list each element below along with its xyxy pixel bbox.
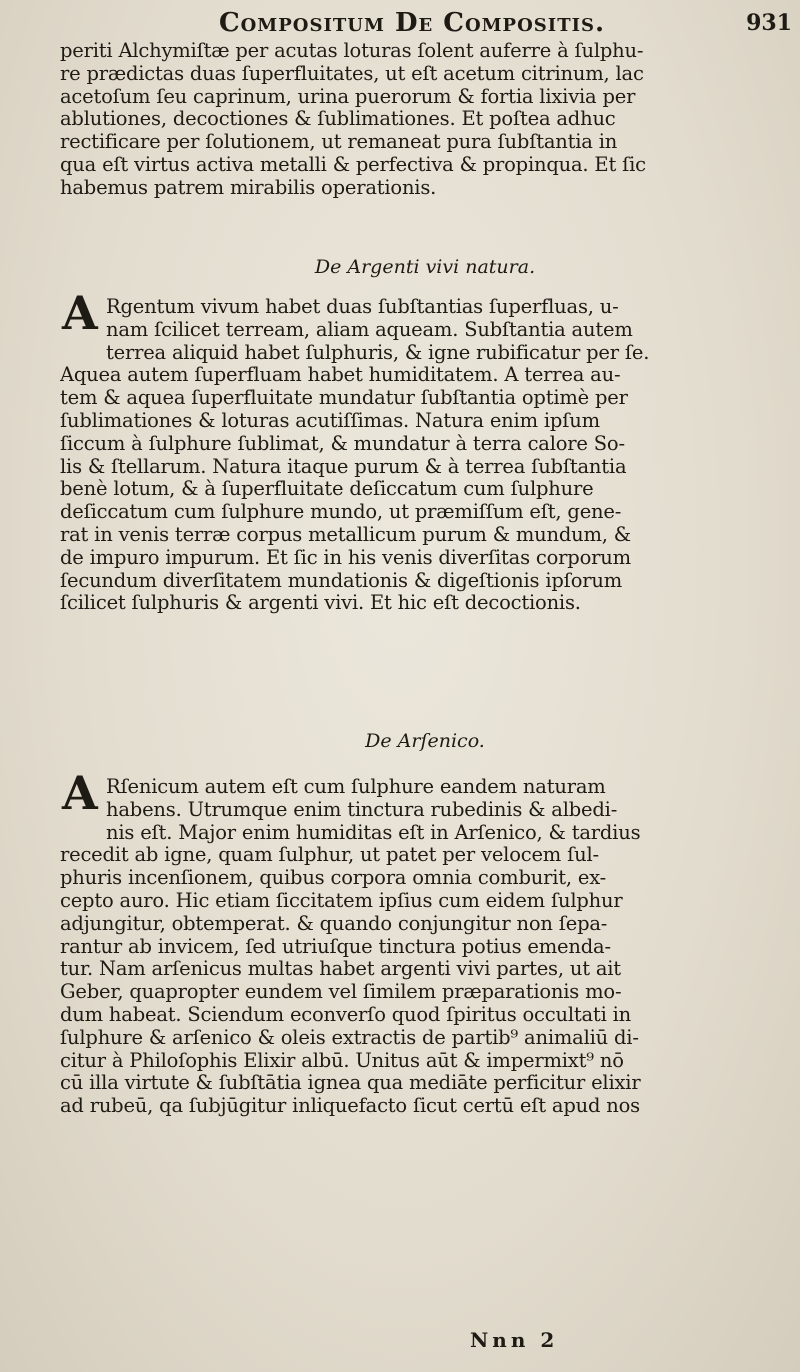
text-line: nam ſcilicet terream, aliam aqueam. Subſtantia autem xyxy=(106,318,633,341)
text-line: Aquea autem ſuperfluam habet humiditatem. A terrea au- xyxy=(60,364,621,387)
text-line: habemus patrem mirabilis operationis. xyxy=(60,176,437,199)
page-number: 931 xyxy=(746,10,792,36)
text-line: lis & ſtellarum. Natura itaque purum & à terrea ſubſtantia xyxy=(60,455,627,478)
text-line: Rſenicum autem eſt cum ſulphure eandem naturam xyxy=(106,776,606,798)
text-line: Geber, quapropter eundem vel ſimilem præparationis mo- xyxy=(60,981,622,1004)
text-line: re prædictas duas ſuperfluitates, ut eſt acetum citrinum, lac xyxy=(60,62,644,85)
drop-cap-argentum: A xyxy=(62,286,98,340)
text-line: deſiccatum cum ſulphure mundo, ut præmiſſum eſt, gene- xyxy=(60,501,622,524)
text-line: Rgentum vivum habet duas ſubſtantias ſuperfluas, u- xyxy=(106,296,619,318)
text-line: ſecundum diverſitatem mundationis & digeſtionis ipſorum xyxy=(60,569,623,592)
text-line: dum habeat. Sciendum econverſo quod ſpiritus occultati in xyxy=(60,1003,632,1026)
text-line: ad rubeū, qa ſubjūgitur inliquefacto ſicut certū eſt apud nos xyxy=(60,1095,640,1118)
text-line: recedit ab igne, quam ſulphur, ut patet per velocem ſul- xyxy=(60,844,599,867)
running-title: Compositum De Compositis. xyxy=(218,8,606,38)
text-line: cū illa virtute & ſubſtātia ignea qua mediāte perficitur elixir xyxy=(60,1072,641,1095)
text-line: tur. Nam arſenicus multas habet argenti vivi partes, ut ait xyxy=(60,958,621,981)
text-line: phuris incenſionem, quibus corpora omnia comburit, ex- xyxy=(60,867,607,890)
text-line: rantur ab invicem, ſed utriuſque tinctura potius emenda- xyxy=(60,935,611,958)
paragraph-argentum-vivum xyxy=(60,296,790,615)
text-line: tem & aquea ſuperfluitate mundatur ſubſtantia optimè per xyxy=(60,387,628,410)
paragraph-alchemists xyxy=(60,40,790,200)
text-line: ſublimationes & loturas acutiſſimas. Natura enim ipſum xyxy=(60,409,600,432)
text-line: citur à Philoſophis Elixir albū. Unitus aūt & impermixt⁹ nō xyxy=(60,1049,624,1072)
signature-mark: Nnn 2 xyxy=(470,1328,559,1352)
text-line: habens. Utrumque enim tinctura rubedinis & albedi- xyxy=(106,798,618,821)
text-line: ſulphure & arſenico & oleis extractis de partib⁹ animaliū di- xyxy=(60,1026,639,1049)
drop-cap-arsenicum: A xyxy=(62,766,98,820)
text-line: rectificare per ſolutionem, ut remaneat pura ſubſtantia in xyxy=(60,131,618,154)
section-heading-argenti-vivi: De Argenti vivi natura. xyxy=(314,256,536,278)
running-head xyxy=(62,6,792,40)
text-line: nis eſt. Major enim humiditas eſt in Arſenico, & tardius xyxy=(106,821,641,844)
text-line: ſiccum à ſulphure ſublimat, & mundatur à terra calore So- xyxy=(60,432,625,455)
section-heading-arsenico: De Arſenico. xyxy=(365,730,485,752)
text-line: adjungitur, obtemperat. & quando conjungitur non ſepa- xyxy=(60,912,608,935)
text-line: de impuro impurum. Et ſic in his venis diverſitas corporum xyxy=(60,546,631,569)
text-line: periti Alchymiſtæ per acutas loturas ſolent auferre à ſulphu- xyxy=(60,40,644,62)
text-line: benè lotum, & à ſuperfluitate deſiccatum cum ſulphure xyxy=(60,478,594,501)
text-line: ablutiones, decoctiones & ſublimationes. Et poſtea adhuc xyxy=(60,108,616,131)
text-line: rat in venis terræ corpus metallicum purum & mundum, & xyxy=(60,523,631,546)
text-line: ſcilicet ſulphuris & argenti vivi. Et hic eſt decoctionis. xyxy=(60,592,581,615)
text-line: acetoſum ſeu caprinum, urina puerorum & fortia lixivia per xyxy=(60,85,636,108)
paragraph-arsenicum xyxy=(60,776,790,1118)
text-line: terrea aliquid habet ſulphuris, & igne rubificatur per ſe. xyxy=(106,341,650,364)
text-line: qua eſt virtus activa metalli & perfectiva & propinqua. Et ſic xyxy=(60,153,646,176)
text-line: cepto auro. Hic etiam ſiccitatem ipſius cum eidem ſulphur xyxy=(60,889,623,912)
